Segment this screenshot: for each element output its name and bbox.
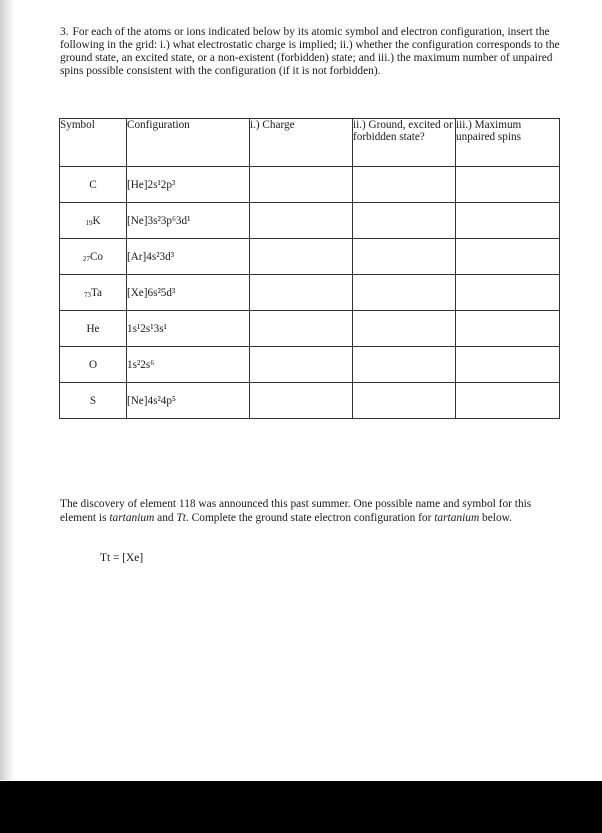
- symbol-cell: [60, 383, 127, 419]
- discovery-text-3: . Complete the ground state electron configuration for: [185, 511, 435, 524]
- spins-cell[interactable]: [456, 383, 560, 419]
- atomic-symbol: He: [86, 322, 100, 335]
- atomic-symbol: K: [92, 214, 101, 227]
- state-cell[interactable]: [353, 203, 456, 239]
- table-row: [60, 275, 560, 311]
- answer-grid: [59, 118, 560, 419]
- atomic-symbol: Ta: [90, 286, 103, 299]
- table-row: [60, 167, 560, 203]
- tartanium-configuration-answer: Tt = [Xe]: [100, 552, 144, 564]
- state-cell[interactable]: [353, 167, 456, 203]
- element-symbol: Tt: [176, 511, 186, 524]
- discovery-text-2: and: [154, 511, 177, 524]
- charge-cell[interactable]: [250, 203, 353, 239]
- table-row: [60, 347, 560, 383]
- header-charge: i.) Charge: [250, 119, 353, 167]
- atomic-symbol: S: [89, 394, 97, 407]
- element-name-2: tartanium: [434, 511, 480, 524]
- state-cell[interactable]: [353, 383, 456, 419]
- atomic-number: 73: [83, 290, 91, 299]
- configuration-cell: [Xe]6s²5d³: [127, 275, 250, 311]
- element-name: tartanium: [109, 511, 155, 524]
- table-row: [60, 239, 560, 275]
- atomic-number: 19: [85, 218, 93, 227]
- charge-cell[interactable]: [250, 275, 353, 311]
- spins-cell[interactable]: [456, 347, 560, 383]
- spins-cell[interactable]: [456, 167, 560, 203]
- configuration-cell: [Ar]4s²3d³: [127, 239, 250, 275]
- state-cell[interactable]: [353, 275, 456, 311]
- discovery-paragraph: [60, 498, 566, 525]
- spins-cell[interactable]: [456, 311, 560, 347]
- spins-cell[interactable]: [456, 239, 560, 275]
- scan-shadow: [0, 0, 14, 780]
- header-configuration: Configuration: [127, 119, 250, 167]
- header-symbol: Symbol: [60, 119, 127, 167]
- configuration-cell: [He]2s¹2p³: [127, 167, 250, 203]
- discovery-text-1: The discovery of element 118 was announced this past summer. One possible name and symbol for this element is: [60, 498, 532, 524]
- configuration-cell: 1s²2s⁶: [127, 347, 250, 383]
- header-spins: iii.) Maximum unpaired spins: [456, 119, 560, 167]
- symbol-cell: [60, 275, 127, 311]
- discovery-text-4: below.: [479, 511, 512, 524]
- state-cell[interactable]: [353, 347, 456, 383]
- question-3: [60, 26, 566, 78]
- question-number: 3.: [60, 26, 69, 38]
- symbol-cell: [60, 347, 127, 383]
- scan-bottom-edge: [0, 781, 602, 833]
- configuration-cell: [Ne]4s²4p⁵: [127, 383, 250, 419]
- atomic-symbol: O: [88, 358, 98, 371]
- atomic-number: 27: [82, 254, 90, 263]
- state-cell[interactable]: [353, 239, 456, 275]
- table-row: [60, 203, 560, 239]
- charge-cell[interactable]: [250, 347, 353, 383]
- configuration-cell: 1s¹2s¹3s¹: [127, 311, 250, 347]
- atomic-symbol: C: [89, 178, 97, 191]
- spins-cell[interactable]: [456, 275, 560, 311]
- symbol-cell: [60, 239, 127, 275]
- state-cell[interactable]: [353, 311, 456, 347]
- table-row: [60, 311, 560, 347]
- atomic-symbol: Co: [89, 250, 104, 263]
- configuration-cell: [Ne]3s²3p⁶3d¹: [127, 203, 250, 239]
- spins-cell[interactable]: [456, 203, 560, 239]
- charge-cell[interactable]: [250, 239, 353, 275]
- question-text: For each of the atoms or ions indicated below by its atomic symbol and electron configuration, insert the following in the grid: i.) what electrostatic charge is implied; ii.) whether the configuration corresponds to the ground state, an excited state, or a non-existent (forbidden) state; and iii.) the maximum number of unpaired spins possible consistent with the configuration (if it is not forbidden).: [60, 26, 560, 77]
- charge-cell[interactable]: [250, 167, 353, 203]
- charge-cell[interactable]: [250, 311, 353, 347]
- charge-cell[interactable]: [250, 383, 353, 419]
- symbol-cell: [60, 167, 127, 203]
- header-state: ii.) Ground, excited or forbidden state?: [353, 119, 456, 167]
- table-row: [60, 383, 560, 419]
- symbol-cell: [60, 203, 127, 239]
- symbol-cell: [60, 311, 127, 347]
- header-row: [60, 119, 560, 167]
